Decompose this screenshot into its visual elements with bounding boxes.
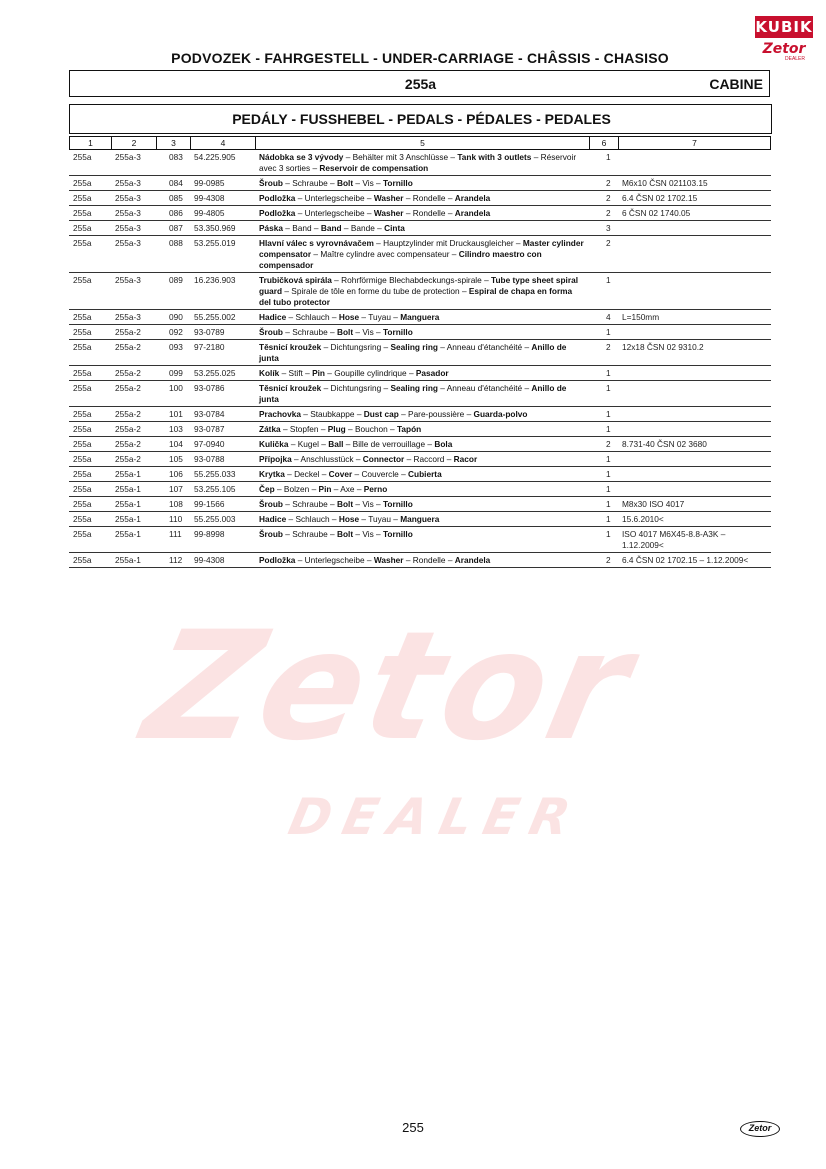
page-number: 255 [402, 1120, 424, 1135]
position-cell: 093 [157, 340, 191, 366]
group-cell: 255a [70, 407, 112, 422]
table-row [70, 176, 771, 191]
group-cell: 255a [70, 310, 112, 325]
position-cell: 108 [157, 497, 191, 512]
note-cell [619, 482, 771, 497]
subgroup-cell: 255a-3 [112, 273, 157, 310]
group-cell: 255a [70, 527, 112, 553]
quantity-cell: 1 [590, 381, 619, 407]
table-row [70, 221, 771, 236]
subgroup-cell: 255a-1 [112, 482, 157, 497]
part-number-cell: 93-0787 [191, 422, 256, 437]
subgroup-cell: 255a-3 [112, 150, 157, 176]
position-cell: 088 [157, 236, 191, 273]
quantity-cell: 2 [590, 206, 619, 221]
description-cell: Hadice – Schlauch – Hose – Tuyau – Manguera [256, 512, 590, 527]
group-cell: 255a [70, 512, 112, 527]
part-number-cell: 99-8998 [191, 527, 256, 553]
position-cell: 106 [157, 467, 191, 482]
table-row [70, 553, 771, 568]
position-cell: 084 [157, 176, 191, 191]
watermark-dealer: DEALER [283, 788, 588, 846]
group-cell: 255a [70, 366, 112, 381]
note-cell: 15.6.2010< [619, 512, 771, 527]
quantity-cell: 2 [590, 340, 619, 366]
table-row [70, 325, 771, 340]
table-row [70, 191, 771, 206]
note-cell: 8.731-40 ČSN 02 3680 [619, 437, 771, 452]
quantity-cell: 1 [590, 512, 619, 527]
quantity-cell: 1 [590, 527, 619, 553]
part-number-cell: 53.350.969 [191, 221, 256, 236]
table-row [70, 482, 771, 497]
table-row [70, 527, 771, 553]
group-cell: 255a [70, 150, 112, 176]
note-cell [619, 452, 771, 467]
column-header: 2 [112, 137, 157, 150]
position-cell: 104 [157, 437, 191, 452]
subgroup-cell: 255a-2 [112, 325, 157, 340]
quantity-cell: 2 [590, 236, 619, 273]
description-cell: Šroub – Schraube – Bolt – Vis – Tornillo [256, 497, 590, 512]
part-number-cell: 93-0786 [191, 381, 256, 407]
description-cell: Páska – Band – Band – Bande – Cinta [256, 221, 590, 236]
description-cell: Nádobka se 3 vývody – Behälter mit 3 Anschlüsse – Tank with 3 outlets – Réservoir avec 3 sorties – Reservoir de compensation [256, 150, 590, 176]
position-cell: 092 [157, 325, 191, 340]
section-header [69, 104, 772, 134]
subgroup-cell: 255a-3 [112, 191, 157, 206]
group-cell: 255a [70, 325, 112, 340]
note-cell [619, 221, 771, 236]
note-cell [619, 422, 771, 437]
subgroup-cell: 255a-2 [112, 452, 157, 467]
subgroup-cell: 255a-1 [112, 497, 157, 512]
table-row [70, 407, 771, 422]
quantity-cell: 2 [590, 553, 619, 568]
part-number-cell: 99-4308 [191, 191, 256, 206]
note-cell [619, 236, 771, 273]
note-cell [619, 366, 771, 381]
description-cell: Podložka – Unterlegscheibe – Washer – Rondelle – Arandela [256, 206, 590, 221]
quantity-cell: 1 [590, 452, 619, 467]
position-cell: 107 [157, 482, 191, 497]
note-cell [619, 381, 771, 407]
note-cell: 6.4 ČSN 02 1702.15 – 1.12.2009< [619, 553, 771, 568]
logo-zetor-text: Zetor [762, 41, 806, 57]
table-row [70, 206, 771, 221]
part-number-cell: 55.255.033 [191, 467, 256, 482]
part-number-cell: 99-0985 [191, 176, 256, 191]
position-cell: 083 [157, 150, 191, 176]
group-cell: 255a [70, 191, 112, 206]
position-cell: 089 [157, 273, 191, 310]
position-cell: 103 [157, 422, 191, 437]
group-cell: 255a [70, 176, 112, 191]
table-row [70, 381, 771, 407]
group-cell: 255a [70, 482, 112, 497]
group-cell: 255a [70, 381, 112, 407]
note-cell [619, 407, 771, 422]
part-number-cell: 53.255.025 [191, 366, 256, 381]
column-header: 7 [619, 137, 771, 150]
quantity-cell: 1 [590, 497, 619, 512]
subgroup-cell: 255a-3 [112, 206, 157, 221]
table-row [70, 437, 771, 452]
subgroup-cell: 255a-3 [112, 221, 157, 236]
quantity-cell: 2 [590, 437, 619, 452]
group-name: CABINE [709, 76, 763, 92]
quantity-cell: 1 [590, 407, 619, 422]
description-cell: Trubičková spirála – Rohrförmige Blechabdeckungs-spirale – Tube type sheet spiral guard – Spirale de tôle en forme du tube de protection – Espiral de chapa en forma del tubo protector [256, 273, 590, 310]
table-row [70, 150, 771, 176]
note-cell: L=150mm [619, 310, 771, 325]
description-cell: Kolík – Stift – Pin – Goupille cylindrique – Pasador [256, 366, 590, 381]
part-number-cell: 99-4805 [191, 206, 256, 221]
footer-zetor-logo: Zetor [740, 1121, 780, 1137]
quantity-cell: 1 [590, 366, 619, 381]
description-cell: Těsnicí kroužek – Dichtungsring – Sealing ring – Anneau d'étanchéité – Anillo de junta [256, 381, 590, 407]
description-cell: Kulička – Kugel – Ball – Bille de verrouillage – Bola [256, 437, 590, 452]
part-number-cell: 53.255.019 [191, 236, 256, 273]
part-number-cell: 55.255.003 [191, 512, 256, 527]
part-number-cell: 93-0789 [191, 325, 256, 340]
note-cell [619, 150, 771, 176]
description-cell: Prachovka – Staubkappe – Dust cap – Pare-poussière – Guarda-polvo [256, 407, 590, 422]
group-cell: 255a [70, 452, 112, 467]
quantity-cell: 1 [590, 273, 619, 310]
subgroup-cell: 255a-2 [112, 340, 157, 366]
table-header-row [70, 137, 771, 150]
description-cell: Přípojka – Anschlusstück – Connector – Raccord – Racor [256, 452, 590, 467]
table-row [70, 310, 771, 325]
part-number-cell: 54.225.905 [191, 150, 256, 176]
position-cell: 111 [157, 527, 191, 553]
quantity-cell: 1 [590, 150, 619, 176]
subgroup-cell: 255a-2 [112, 437, 157, 452]
group-cell: 255a [70, 340, 112, 366]
subgroup-cell: 255a-1 [112, 467, 157, 482]
section-title: PEDÁLY - FUSSHEBEL - PEDALS - PÉDALES - PEDALES [232, 111, 611, 127]
quantity-cell: 1 [590, 467, 619, 482]
quantity-cell: 4 [590, 310, 619, 325]
position-cell: 090 [157, 310, 191, 325]
table-row [70, 236, 771, 273]
group-cell: 255a [70, 437, 112, 452]
quantity-cell: 1 [590, 325, 619, 340]
parts-table [69, 136, 771, 568]
note-cell [619, 273, 771, 310]
note-cell: 6 ČSN 02 1740.05 [619, 206, 771, 221]
description-cell: Šroub – Schraube – Bolt – Vis – Tornillo [256, 325, 590, 340]
group-header [69, 70, 770, 97]
position-cell: 099 [157, 366, 191, 381]
column-header: 6 [590, 137, 619, 150]
note-cell [619, 467, 771, 482]
part-number-cell: 53.255.105 [191, 482, 256, 497]
table-row [70, 366, 771, 381]
table-row [70, 452, 771, 467]
note-cell: M8x30 ISO 4017 [619, 497, 771, 512]
part-number-cell: 97-0940 [191, 437, 256, 452]
subgroup-cell: 255a-2 [112, 381, 157, 407]
column-header: 4 [191, 137, 256, 150]
position-cell: 105 [157, 452, 191, 467]
quantity-cell: 1 [590, 422, 619, 437]
subgroup-cell: 255a-3 [112, 236, 157, 273]
group-cell: 255a [70, 206, 112, 221]
part-number-cell: 97-2180 [191, 340, 256, 366]
position-cell: 086 [157, 206, 191, 221]
logo-dealer-text: DEALER [785, 56, 806, 62]
note-cell: 6.4 ČSN 02 1702.15 [619, 191, 771, 206]
column-header: 1 [70, 137, 112, 150]
description-cell: Čep – Bolzen – Pin – Axe – Perno [256, 482, 590, 497]
group-cell: 255a [70, 553, 112, 568]
column-header: 3 [157, 137, 191, 150]
group-cell: 255a [70, 422, 112, 437]
description-cell: Šroub – Schraube – Bolt – Vis – Tornillo [256, 527, 590, 553]
quantity-cell: 2 [590, 176, 619, 191]
note-cell: M6x10 ČSN 021103.15 [619, 176, 771, 191]
description-cell: Hadice – Schlauch – Hose – Tuyau – Manguera [256, 310, 590, 325]
subgroup-cell: 255a-1 [112, 512, 157, 527]
table-row [70, 467, 771, 482]
position-cell: 101 [157, 407, 191, 422]
logo-kubik-text: KUBIK [755, 18, 813, 36]
part-number-cell: 99-1566 [191, 497, 256, 512]
position-cell: 100 [157, 381, 191, 407]
subgroup-cell: 255a-2 [112, 366, 157, 381]
table-row [70, 273, 771, 310]
subgroup-cell: 255a-1 [112, 553, 157, 568]
part-number-cell: 55.255.002 [191, 310, 256, 325]
table-row [70, 512, 771, 527]
table-row [70, 497, 771, 512]
group-code: 255a [404, 76, 437, 92]
part-number-cell: 93-0784 [191, 407, 256, 422]
note-cell [619, 325, 771, 340]
position-cell: 110 [157, 512, 191, 527]
description-cell: Šroub – Schraube – Bolt – Vis – Tornillo [256, 176, 590, 191]
description-cell: Podložka – Unterlegscheibe – Washer – Rondelle – Arandela [256, 191, 590, 206]
watermark-zetor: Zetor [131, 600, 648, 774]
quantity-cell: 3 [590, 221, 619, 236]
page-title: PODVOZEK - FAHRGESTELL - UNDER-CARRIAGE - CHÂSSIS - CHASISO [171, 50, 669, 66]
subgroup-cell: 255a-3 [112, 310, 157, 325]
description-cell: Krytka – Deckel – Cover – Couvercle – Cubierta [256, 467, 590, 482]
group-cell: 255a [70, 236, 112, 273]
subgroup-cell: 255a-1 [112, 527, 157, 553]
subgroup-cell: 255a-2 [112, 407, 157, 422]
column-header: 5 [256, 137, 590, 150]
position-cell: 085 [157, 191, 191, 206]
parts-table-body [70, 150, 771, 568]
part-number-cell: 99-4308 [191, 553, 256, 568]
part-number-cell: 93-0788 [191, 452, 256, 467]
description-cell: Těsnicí kroužek – Dichtungsring – Sealing ring – Anneau d'étanchéité – Anillo de junta [256, 340, 590, 366]
group-cell: 255a [70, 467, 112, 482]
group-cell: 255a [70, 497, 112, 512]
table-row [70, 422, 771, 437]
position-cell: 087 [157, 221, 191, 236]
note-cell: ISO 4017 M6X45-8.8-A3K – 1.12.2009< [619, 527, 771, 553]
subgroup-cell: 255a-2 [112, 422, 157, 437]
group-cell: 255a [70, 273, 112, 310]
table-row [70, 340, 771, 366]
description-cell: Hlavní válec s vyrovnávačem – Hauptzylinder mit Druckausgleicher – Master cylinder compensator – Maître cylindre avec compensateur – Cilindro maestro con compensador [256, 236, 590, 273]
subgroup-cell: 255a-3 [112, 176, 157, 191]
description-cell: Podložka – Unterlegscheibe – Washer – Rondelle – Arandela [256, 553, 590, 568]
note-cell: 12x18 ČSN 02 9310.2 [619, 340, 771, 366]
quantity-cell: 2 [590, 191, 619, 206]
group-cell: 255a [70, 221, 112, 236]
part-number-cell: 16.236.903 [191, 273, 256, 310]
position-cell: 112 [157, 553, 191, 568]
quantity-cell: 1 [590, 482, 619, 497]
description-cell: Zátka – Stopfen – Plug – Bouchon – Tapón [256, 422, 590, 437]
